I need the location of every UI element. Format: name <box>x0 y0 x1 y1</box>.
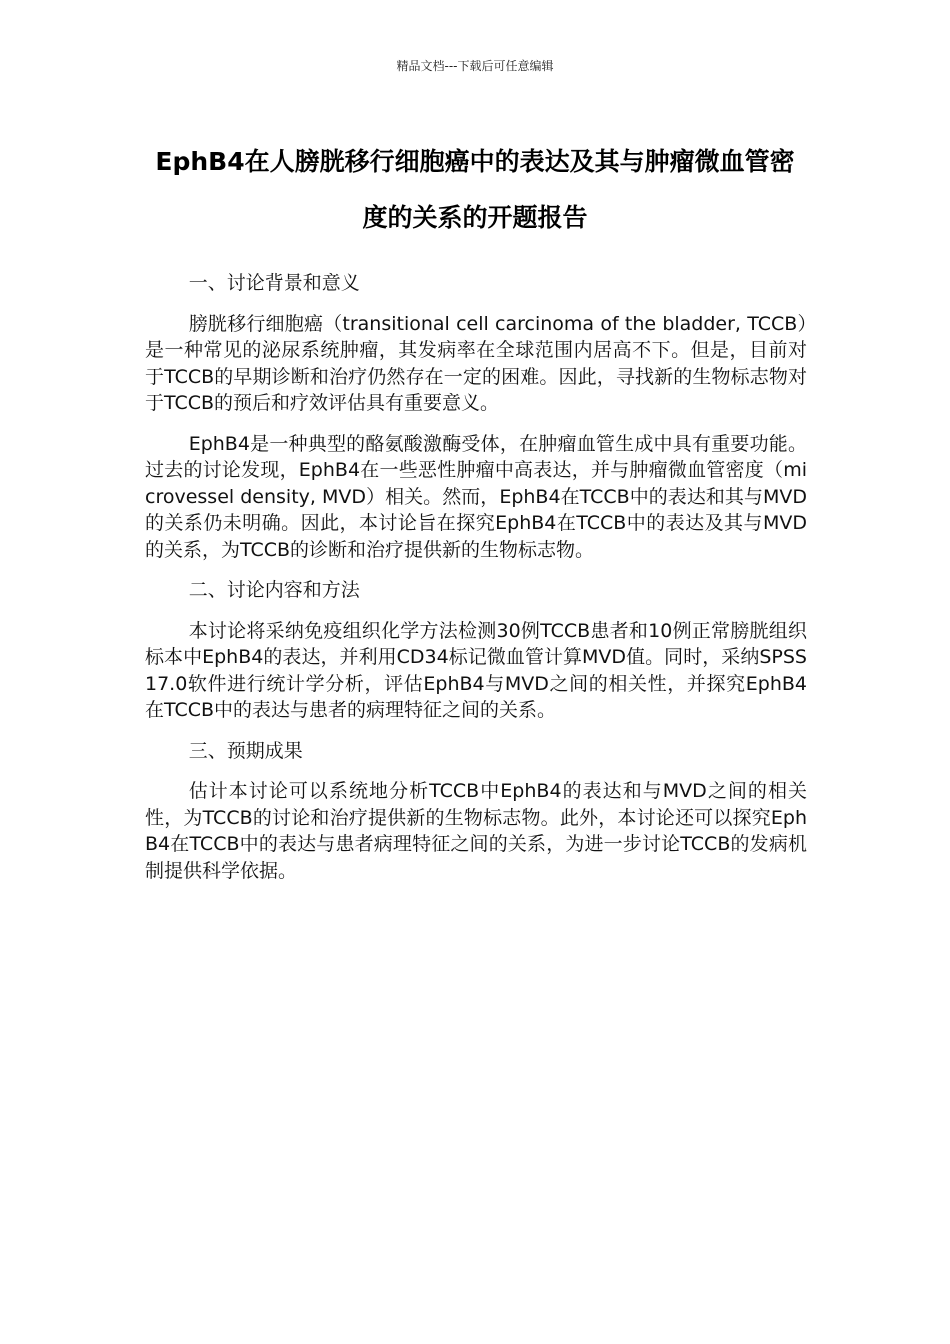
paragraph-background-1: 膀胱移行细胞癌（transitional cell carcinoma of the bladder, TCCB）是一种常见的泌尿系统肿瘤，其发病率在全球范围内居高不下。但是，目前对于TCCB的早期诊断和治疗仍然存在一定的困难。因此，寻找新的生物标志物对于TCCB的预后和疗效评估具有重要意义。 <box>145 312 807 414</box>
paragraph-methods-1: 本讨论将采纳免疫组织化学方法检测30例TCCB患者和10例正常膀胱组织标本中EphB4的表达，并利用CD34标记微血管计算MVD值。同时，采纳SPSS17.0软件进行统计学分析，评估EphB4与MVD之间的相关性，并探究EphB4在TCCB中的表达与患者的病理特征之间的关系。 <box>145 619 807 721</box>
document-body <box>145 270 807 898</box>
section-heading-expected-results: 三、预期成果 <box>188 739 303 762</box>
section-heading-background: 一、讨论背景和意义 <box>188 272 360 294</box>
page-header-note: 精品文档---下载后可任意编辑 <box>396 59 554 73</box>
paragraph-background-2: EphB4是一种典型的酪氨酸激酶受体，在肿瘤血管生成中具有重要功能。过去的讨论发现，EphB4在一些恶性肿瘤中高表达，并与肿瘤微血管密度（microvessel density, MVD）相关。然而，EphB4在TCCB中的表达和其与MVD的关系仍未明确。因此，本讨论旨在探究EphB4在TCCB中的表达及其与MVD的关系，为TCCB的诊断和治疗提供新的生物标志物。 <box>145 432 807 561</box>
section-heading-methods: 二、讨论内容和方法 <box>188 579 360 601</box>
paragraph-expected-results-1: 估计本讨论可以系统地分析TCCB中EphB4的表达和与MVD之间的相关性，为TCCB的讨论和治疗提供新的生物标志物。此外，本讨论还可以探究EphB4在TCCB中的表达与患者病理特征之间的关系，为进一步讨论TCCB的发病机制提供科学依据。 <box>145 780 807 882</box>
document-title: EphB4在人膀胱移行细胞癌中的表达及其与肿瘤微血管密度的关系的开题报告 <box>155 147 795 232</box>
